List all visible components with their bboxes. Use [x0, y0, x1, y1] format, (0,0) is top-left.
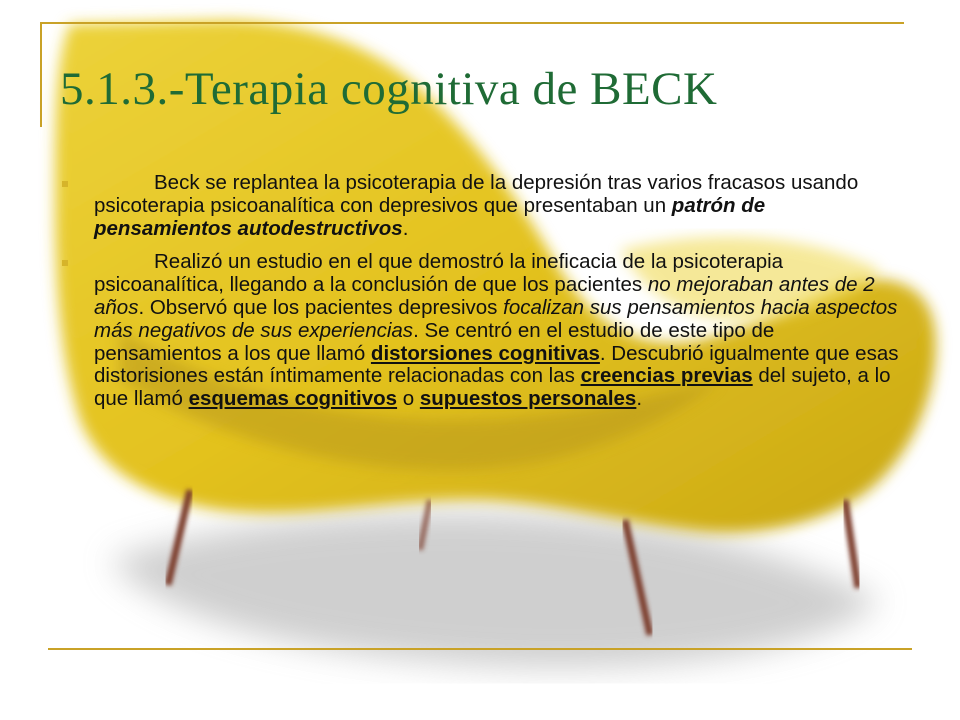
top-rule — [40, 22, 904, 24]
bullet-emphasis: no mejoraban antes de 2 años — [94, 273, 875, 319]
bullet-marker — [62, 260, 68, 266]
term-creencias-previas: creencias previas — [580, 364, 753, 388]
bullet-text: . Observó que los pacientes depresivos — [138, 295, 504, 319]
bottom-rule — [48, 648, 912, 650]
bullet-text: o — [397, 387, 420, 411]
left-rule — [40, 22, 42, 127]
bullet-text: del sujeto, a lo que llamó — [94, 364, 891, 411]
bullet-text: . — [636, 387, 643, 411]
bullet-emphasis: focalizan sus pensamientos hacia aspectos más negativos de sus experiencias — [94, 295, 898, 342]
bullet-text: . Se centró en el estudio de este tipo de pensamientos a los que llamó — [94, 318, 775, 365]
bullet-item — [60, 172, 906, 240]
term-esquemas-cognitivos: esquemas cognitivos — [188, 387, 398, 411]
bullet-text: . Descubrió igualmente que esas distorisiones están íntimamente relacionadas con las — [94, 341, 899, 388]
bullet-text: Realizó un estudio en el que demostró la ineficacia de la psicoterapia psicoanalítica, llegando a la conclusión de que los pacientes — [94, 250, 784, 297]
bullet-emphasis: patrón de pensamientos autodestructivos — [94, 193, 766, 240]
term-distorsiones-cognitivas: distorsiones cognitivas — [370, 341, 600, 365]
bullet-marker — [62, 181, 68, 187]
bullet-list — [60, 172, 906, 422]
slide-title: 5.1.3.-Terapia cognitiva de BECK — [60, 63, 718, 115]
bullet-text: Beck se replantea la psicoterapia de la depresión tras varios fracasos usando psicoterapia psicoanalítica con depresivos que presentaban un — [94, 171, 859, 217]
bullet-item — [60, 251, 906, 411]
bullet-text: . — [402, 216, 409, 240]
term-supuestos-personales: supuestos personales — [419, 387, 637, 411]
